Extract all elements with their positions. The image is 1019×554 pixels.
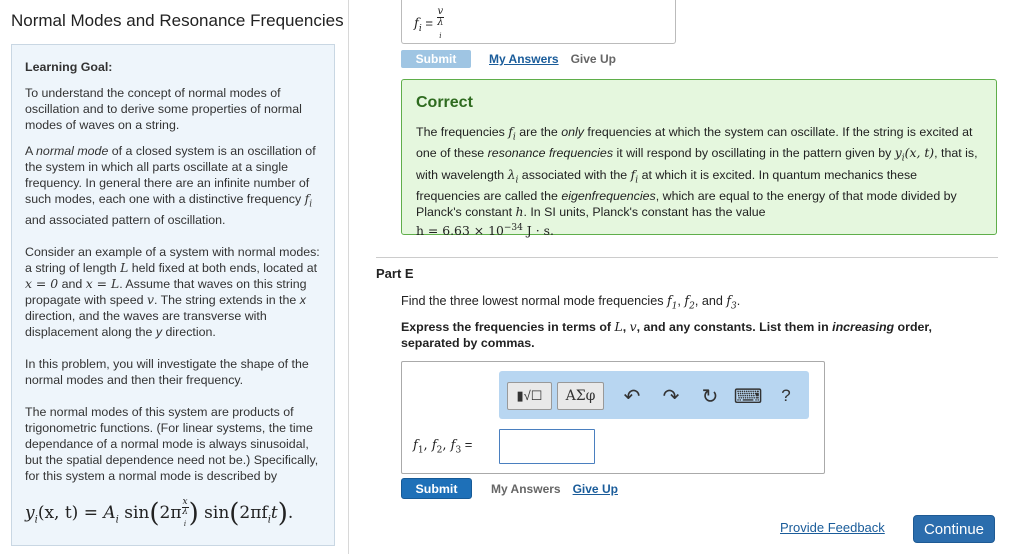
question-text: Find the three lowest normal mode frequencies $f_1$, $f_2$, and $f_3$.: [401, 293, 741, 312]
templates-button[interactable]: ▮√☐: [507, 382, 552, 410]
answer-label: $f_1$, $f_2$, $f_3$ =: [413, 437, 473, 456]
submit-button[interactable]: Submit: [401, 478, 472, 499]
goal-paragraph-5: The normal modes of this system are products of trigonometric functions. (For linear systems, the time dependance of a normal mode is always sinusoidal, but the spatial dependence need not be.) Specifically, for this system a normal mode is described by: [25, 405, 319, 484]
answer-actions: [401, 478, 618, 499]
previous-actions: [401, 50, 616, 68]
correct-title: Correct: [416, 94, 473, 111]
learning-goal-heading: Learning Goal:: [25, 60, 113, 74]
goal-paragraph-3: Consider an example of a system with normal modes: a string of length L held fixed at both ends, located at x = 0 and x = L. Assume that waves on this string propagate with speed v. The string extends in the x direction, and the waves are transverse with displacement along the y direction.: [25, 245, 320, 340]
part-label: Part E: [376, 266, 414, 281]
give-up-disabled: Give Up: [570, 52, 616, 66]
provide-feedback-link[interactable]: Provide Feedback: [780, 520, 885, 535]
redo-icon[interactable]: ↷: [662, 385, 680, 408]
left-panel: [0, 0, 349, 554]
my-answers-link[interactable]: My Answers: [489, 52, 559, 66]
math-toolbar: [499, 371, 809, 419]
give-up-link[interactable]: Give Up: [572, 481, 618, 496]
learning-goal-box: [11, 44, 335, 546]
greek-symbols-button[interactable]: ΑΣφ: [557, 382, 604, 410]
answer-box: [401, 361, 825, 474]
submit-button-disabled: Submit: [401, 50, 471, 68]
right-panel: [350, 0, 1019, 554]
goal-paragraph-2: A normal mode of a closed system is an oscillation of the system in which all parts oscillate at a single frequency. In general there are an infinite number of such modes, each one with a distinctive frequency $f_i$ and associated pattern of oscillation.: [25, 144, 316, 228]
help-icon[interactable]: ?: [781, 386, 791, 405]
instruction-text: Express the frequencies in terms of L, v, and any constants. List them in increasing order, separated by commas.: [401, 319, 932, 350]
previous-answer-box: $f_i$ = v λ $_i$: [401, 0, 676, 44]
answer-input[interactable]: [499, 429, 595, 464]
correct-explanation: The frequencies $f_i$ are the only frequencies at which the system can oscillate. If the string is excited at one of these resonance frequencies it will respond by oscillating in the pattern given by $y_i(x$, t), that is, with wavelength $\lambda_i$ associated with the $f_i$ at which it is excited. In quantum mechanics these frequencies are called the eigenfrequencies, which are equal to the energy of that mode divided by Planck's constant h. In SI units, Planck's constant has the value $h = 6.63 \times 10^{-34}$ J · s.: [416, 124, 978, 239]
correct-feedback-box: [401, 79, 997, 239]
normal-mode-equation: $y_i(x$, $t) = A_i$ sin(2π x λ $_i$ ) $\sin(2\pi f_it)$.: [25, 497, 294, 529]
undo-icon[interactable]: ↶: [623, 385, 641, 408]
goal-paragraph-4: In this problem, you will investigate the shape of the normal modes and then their frequency.: [25, 357, 309, 388]
my-answers-disabled: My Answers: [491, 481, 561, 496]
keyboard-icon[interactable]: ⌨: [733, 385, 763, 408]
section-divider: [376, 257, 998, 258]
continue-button[interactable]: Continue: [913, 515, 995, 543]
reset-icon[interactable]: ↻: [701, 385, 719, 408]
page-title: Normal Modes and Resonance Frequencies: [11, 11, 344, 30]
goal-paragraph-1: To understand the concept of normal modes of oscillation and to derive some properties of normal modes of waves on a string.: [25, 86, 302, 132]
